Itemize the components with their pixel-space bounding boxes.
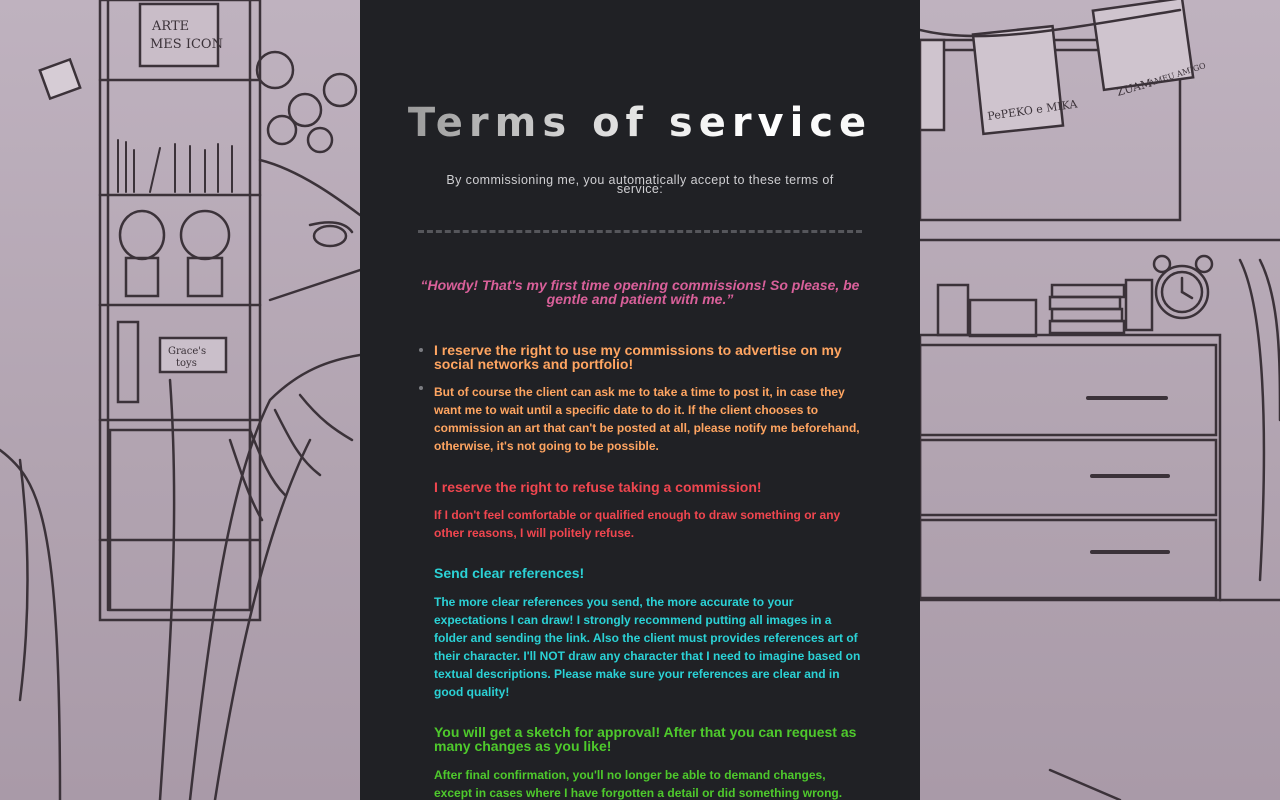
- page-subtitle: By commissioning me, you automatically accept to these terms of service:: [446, 173, 834, 196]
- dashed-divider: [418, 230, 862, 233]
- sign-mes-icon-text: MES ICON: [150, 37, 223, 52]
- background-sketch-right: [920, 0, 1280, 800]
- bullet-icon: [419, 386, 423, 390]
- background-sketch-left: [0, 0, 360, 800]
- page-title: Terms of service: [360, 100, 920, 146]
- rule-heading: I reserve the right to refuse taking a commission!: [434, 479, 762, 495]
- rule-item-advertise: [434, 343, 866, 455]
- polaroid-zuam-text: ZUAM: [1115, 76, 1154, 99]
- rule-body: The more clear references you send, the more accurate to your expectations I can draw! I strongly recommend putting all images in a folder and sending the link. Also the client must provides references art of their character. I'll NOT draw any character that I need to imagine based on textual descriptions. Please make sure your references are clear and in good quality!: [434, 595, 861, 699]
- sign-grace-text: Grace's: [168, 346, 207, 357]
- rule-heading: You will get a sketch for approval! After that you can request as many changes as you like!: [434, 724, 857, 754]
- sign-arte-text: ARTE: [152, 19, 190, 34]
- rule-body: After final confirmation, you'll no longer be able to demand changes, except in cases where I have forgotten a detail or did something wrong.: [434, 768, 843, 800]
- sketch-drawing-right: [920, 0, 1280, 800]
- rule-item-references: [434, 566, 866, 701]
- bullet-icon: [419, 348, 423, 352]
- rule-body: If I don't feel comfortable or qualified enough to draw something or any other reasons, I will politely refuse.: [434, 508, 841, 540]
- terms-panel: [360, 0, 920, 800]
- rule-item-refuse: [434, 480, 866, 542]
- rule-heading: I reserve the right to use my commissions to advertise on my social networks and portfolio!: [434, 342, 842, 372]
- intro-quote: “Howdy! That's my first time opening commissions! So please, be gentle and patient with me.”: [420, 277, 860, 307]
- rule-heading: Send clear references!: [434, 565, 585, 581]
- rule-body: But of course the client can ask me to take a time to post it, in case they want me to wait until a specific date to do it. If the client chooses to commission an art that can't be posted at all, please notify me beforehand, otherwise, it's not going to be possible.: [434, 385, 860, 453]
- sign-toys-text: toys: [176, 358, 197, 369]
- polaroid-friend-text: AMEU AMIGO: [1147, 61, 1207, 88]
- polaroid-pepeko-text: PePEKO e MIKA: [986, 97, 1079, 123]
- sketch-drawing-left: [0, 0, 360, 800]
- rule-item-sketch: [434, 725, 866, 800]
